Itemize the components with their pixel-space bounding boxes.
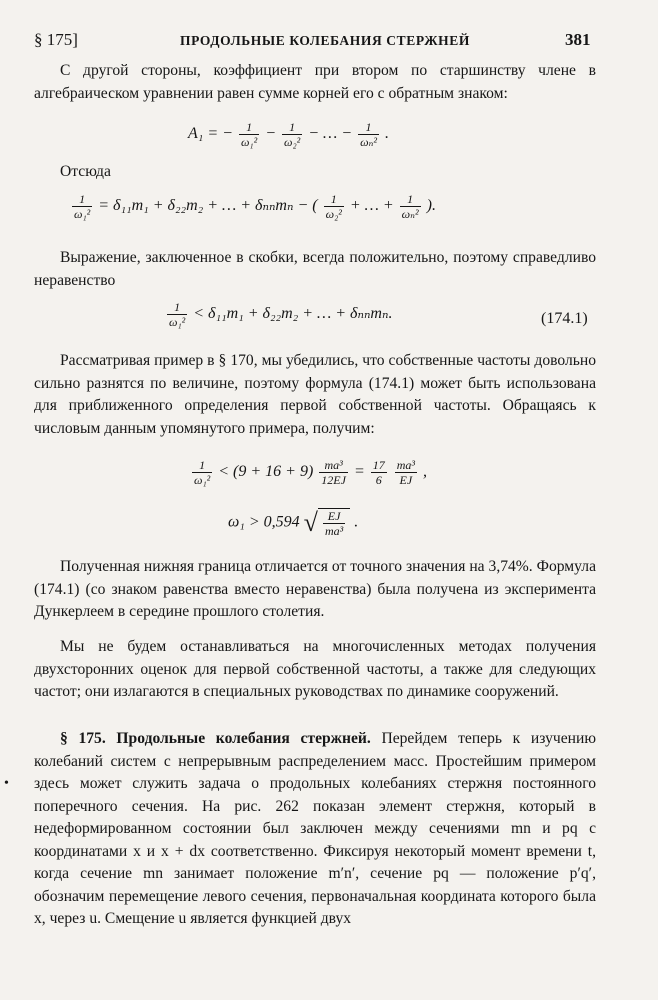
formula-ellipsis: − … − (308, 125, 353, 143)
fraction: $\frac{1}{\text{ωₙ²}}$ (360, 120, 377, 149)
fraction: $\frac{1}{\text{ω₁²}}$ (74, 192, 91, 221)
formula-estimate: $\frac{1}{\text{ω₁²}}$ < (9 + 16 + 9) $\frac{\text{ma³}}{12EJ}$ = $\frac{17}{6}$ $\frac{\text{ma³}}{EJ}$ , (194, 458, 428, 487)
fraction: $\frac{1}{\text{ω₂²}}$ (325, 192, 342, 221)
page-number: 381 (565, 30, 591, 49)
margin-mark: • (4, 776, 9, 791)
fraction: $\frac{EJ}{\text{ma³}}$ (324, 509, 344, 538)
radical-sign: √ (303, 508, 318, 537)
formula-A1-lhs: A₁ = − (188, 125, 233, 143)
section-175 (34, 728, 596, 931)
fraction: $\frac{1}{\text{ω₁²}}$ (169, 300, 186, 329)
fraction: $\frac{\text{ma³}}{12EJ}$ (321, 458, 346, 487)
formula-A1: A₁ = − $\frac{1}{\text{ω₁²}}$ − $\frac{1}{\text{ω₂²}}$ − … − $\frac{1}{\text{ωₙ²}}$ . (188, 120, 389, 149)
fraction: $\frac{1}{\text{ω₁²}}$ (240, 120, 258, 149)
paragraph-inequality-intro: Выражение, заключенное в скобки, всегда положительно, поэтому справедливо неравенство (34, 249, 596, 289)
radicand (318, 508, 350, 538)
running-head-title: ПРОДОЛЬНЫЕ КОЛЕБАНИЯ СТЕРЖНЕЙ (180, 33, 470, 48)
equation-number: (174.1) (541, 310, 588, 327)
section-text: Перейдем теперь к изучению колебаний систем с непрерывным распределением масс. Простейшим примером здесь может служить задача о продольных колебаниях стержня постоянного поперечного сечения. На рис. 262 показан элемент стержня, который в недеформированном состоянии был заключен между сечениями mn и pq с координатами x и x + dx соответственно. Фиксируя некоторый момент времени t, когда сечение mn занимает положение m′n′, сечение pq — положение p′q′, обозначим перемещение левого сечения, первоначальная координата которого была x, через u. Смещение u является функцией двух (34, 730, 596, 927)
running-head-section: § 175] (34, 30, 78, 49)
paragraph-bound: Полученная нижняя граница отличается от точного значения на 3,74%. Формула (174.1) (со знаком равенства вместо неравенства) была получена из эксперимента Дункерлеем в середине прошлого столетия. (34, 558, 596, 620)
formula-174-1: $\frac{1}{\text{ω₁²}}$ < δ₁₁m₁ + δ₂₂m₂ + … + δₙₙmₙ. (169, 300, 393, 329)
fraction: $\frac{1}{\text{ω₁²}}$ (194, 458, 211, 487)
formula-omega-bound: ω₁ > 0,594 √ $\frac{EJ}{\text{ma³}}$ . (228, 508, 359, 538)
fraction: $\frac{1}{\text{ω₂²}}$ (283, 120, 301, 149)
fraction: $\frac{1}{\text{ωₙ²}}$ (401, 192, 419, 221)
section-heading: § 175. Продольные колебания стержней. (60, 730, 371, 747)
fraction: $\frac{\text{ma³}}{EJ}$ (396, 458, 416, 487)
paragraph-example: Рассматривая пример в § 170, мы убедились, что собственные частоты довольно сильно разнятся по величине, поэтому формула (174.1) может быть использована для приближенного определения первой собственной частоты. Обращаясь к числовым данным упомянутого примера, получим: (34, 352, 596, 437)
word-otsyuda: Отсюда (60, 163, 111, 180)
paragraph-coefficient: С другой стороны, коэффициент при втором по старшинству члене в алгебраическом уравнении равен сумме корней его с обратным знаком: (34, 62, 596, 102)
paragraph-methods: Мы не будем останавливаться на многочисленных методах получения двухсторонних оценок для первой собственной частоты, а также для следующих частот; они излагаются в специальных руководствах по динамике сооружений. (34, 638, 596, 700)
formula-expanded: $\frac{1}{\text{ω₁²}}$ = δ₁₁m₁ + δ₂₂m₂ + … + δₙₙmₙ − ( $\frac{1}{\text{ω₂²}}$ + … + $\frac{1}{\text{ωₙ²}}$ ). (74, 192, 436, 221)
fraction: $\frac{17}{6}$ (372, 458, 385, 487)
